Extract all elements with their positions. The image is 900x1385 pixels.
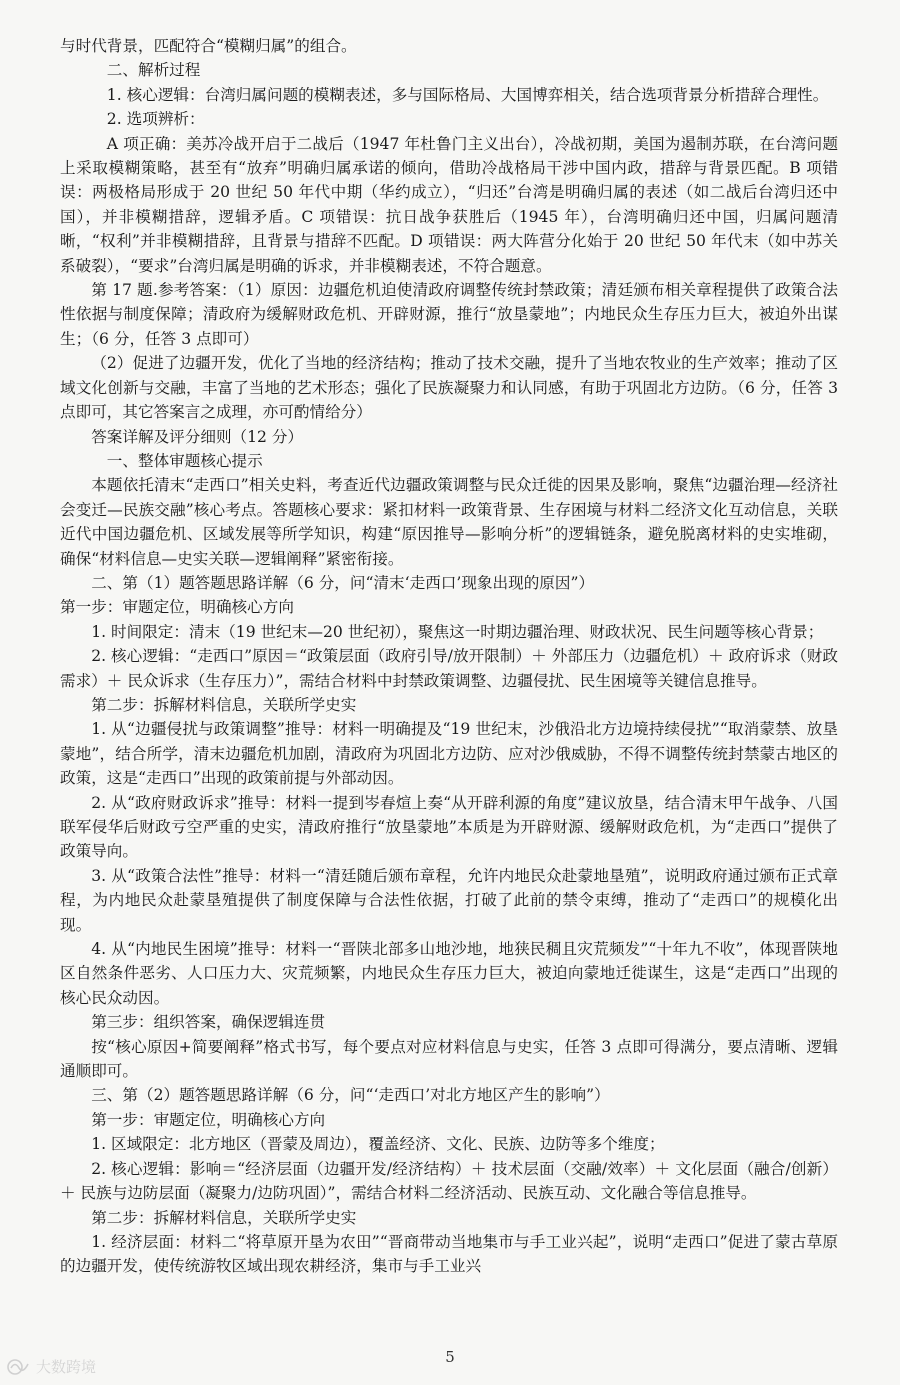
page-number: 5 [445, 1348, 455, 1366]
paragraph: 1. 区域限定：北方地区（晋蒙及周边），覆盖经济、文化、民族、边防等多个维度； [91, 1135, 665, 1154]
paragraph: 2. 核心逻辑：“走西口”原因＝“政策层面（政府引导/放开限制）＋ 外部压力（边疆危机）＋ 政府诉求（财政需求）＋ 民众诉求（生存压力）”，需结合材料中封禁政策调整、边疆侵扰、民生困境等关键信息推导。 [60, 647, 838, 690]
watermark [6, 1356, 96, 1377]
watermark-text: 大数跨境 [36, 1358, 97, 1376]
section-heading: 答案详解及评分细则（12 分） [91, 427, 304, 446]
step-heading: 第三步：组织答案，确保逻辑连贯 [91, 1013, 326, 1032]
step-heading: 第二步：拆解材料信息，关联所学史实 [91, 695, 357, 714]
step-heading: 第二步：拆解材料信息，关联所学史实 [91, 1208, 357, 1227]
paragraph: 2. 核心逻辑：影响＝“经济层面（边疆开发/经济结构）＋ 技术层面（交融/效率）＋ 文化层面（融合/创新）＋ 民族与边防层面（凝聚力/边防巩固）”，需结合材料二经济活动、民族互动、文化融合等信息推导。 [60, 1159, 838, 1203]
paragraph: 2. 从“政府财政诉求”推导：材料一提到岑春煊上奏“从开辟利源的角度”建议放垦，结合清末甲午战争、八国联军侵华后财政亏空严重的史实，清政府推行“放垦蒙地”本质是为开辟财源、缓解财政危机，为“走西口”提供了政策导向。 [60, 793, 838, 861]
paragraph: 本题依托清末“走西口”相关史料，考查近代边疆政策调整与民众迁徙的因果及影响，聚焦“边疆治理—经济社会变迁—民族交融”核心考点。答题核心要求：紧扣材料一政策背景、生存困境与材料二经济文化互动信息，关联近代中国边疆危机、区域发展等所学知识，构建“原因推导—影响分析”的逻辑链条，避免脱离材料的史实堆砌，确保“材料信息—史实关联—逻辑阐释”紧密衔接。 [60, 476, 838, 568]
section-heading: 一、整体审题核心提示 [106, 451, 263, 470]
paragraph: 1. 核心逻辑：台湾归属问题的模糊表述，多与国际格局、大国博弈相关，结合选项背景分析措辞合理性。 [106, 85, 829, 104]
paragraph: 1. 经济层面：材料二“将草原开垦为农田”“晋商带动当地集市与手工业兴起”，说明“走西口”促进了蒙古草原的边疆开发，使传统游牧区域出现农耕经济，集市与手工业兴 [60, 1232, 838, 1276]
answer-paragraph: （2）促进了边疆开发，优化了当地的经济结构；推动了技术交融，提升了当地农牧业的生产效率；推动了区域文化创新与交融，丰富了当地的艺术形态；强化了民族凝聚力和认同感，有助于巩固北方边防。（6 分，任答 3 点即可，其它答案言之成理，亦可酌情给分） [60, 354, 838, 422]
answer-paragraph: 第 17 题.参考答案：（1）原因：边疆危机迫使清政府调整传统封禁政策；清廷颁布相关章程提供了政策合法性依据与制度保障；清政府为缓解财政危机、开辟财源，推行“放垦蒙地”；内地民众生存压力巨大，被迫外出谋生；（6 分，任答 3 点即可） [60, 281, 838, 348]
section-heading: 三、第（2）题答题思路详解（6 分，问“‘走西口’对北方地区产生的影响”） [91, 1086, 610, 1105]
paragraph: 1. 时间限定：清末（19 世纪末—20 世纪初），聚焦这一时期边疆治理、财政状况、民生问题等核心背景； [91, 622, 824, 641]
watermark-logo-icon [6, 1358, 32, 1376]
paragraph: 2. 选项辨析： [106, 110, 205, 129]
paragraph: 3. 从“政策合法性”推导：材料一“清廷随后颁布章程，允许内地民众赴蒙地垦殖”，说明政府通过颁布正式章程，为内地民众赴蒙垦殖提供了制度保障与合法性依据，打破了此前的禁令束缚，推动了“走西口”的规模化出现。 [60, 866, 838, 934]
section-heading: 二、第（1）题答题思路详解（6 分，问“清末‘走西口’现象出现的原因”） [91, 573, 595, 592]
step-heading: 第一步：审题定位，明确核心方向 [91, 1110, 326, 1129]
document-body [60, 34, 838, 1279]
paragraph: A 项正确：美苏冷战开启于二战后（1947 年杜鲁门主义出台），冷战初期，美国为遏制苏联，在台湾问题上采取模糊策略，甚至有“放弃”明确归属承诺的倾向，借助冷战格局干涉中国内政，措辞与背景匹配。B 项错误：两极格局形成于 20 世纪 50 年代中期（华约成立），“归还”台湾是明确归属的表述（如二战后台湾归还中国），并非模糊措辞，逻辑矛盾。C 项错误：抗日战争获胜后（1945 年），台湾明确归还中国，归属问题清晰，“权利”并非模糊措辞，且背景与措辞不匹配。D 项错误：两大阵营分化始于 20 世纪 50 年代末（如中苏关系破裂），“要求”台湾归属是明确的诉求，并非模糊表述，不符合题意。 [60, 134, 838, 275]
step-heading: 第一步：审题定位，明确核心方向 [60, 598, 294, 617]
paragraph: 按“核心原因+简要阐释”格式书写，每个要点对应材料信息与史实，任答 3 点即可得满分，要点清晰、逻辑通顺即可。 [60, 1037, 838, 1081]
paragraph: 4. 从“内地民生困境”推导：材料一“晋陕北部多山地沙地，地狭民稠且灾荒频发”“十年九不收”，体现晋陕地区自然条件恶劣、人口压力大、灾荒频繁，内地民众生存压力巨大，被迫向蒙地迁徙谋生，这是“走西口”出现的核心民众动因。 [60, 940, 838, 1007]
paragraph: 与时代背景，匹配符合“模糊归属”的组合。 [60, 37, 357, 55]
section-heading: 二、解析过程 [106, 61, 201, 80]
paragraph: 1. 从“边疆侵扰与政策调整”推导：材料一明确提及“19 世纪末，沙俄沿北方边境持续侵扰”“取消蒙禁、放垦蒙地”，结合所学，清末边疆危机加剧，清政府为巩固北方边防、应对沙俄威胁，不得不调整传统封禁蒙古地区的政策，这是“走西口”出现的政策前提与外部动因。 [60, 720, 838, 788]
